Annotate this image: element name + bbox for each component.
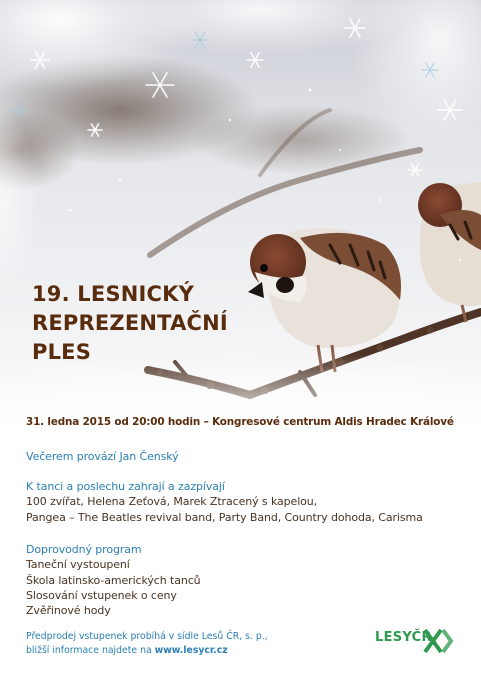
presale-info — [26, 630, 268, 658]
logo-wordmark: LESYČR — [375, 630, 432, 645]
presale-line-2 — [26, 644, 268, 658]
host-text: Večerem provází Jan Čenský — [26, 450, 179, 463]
host-section — [26, 449, 179, 464]
music-line-1: 100 zvířat, Helena Zeťová, Marek Ztracený s kapelou, — [26, 495, 318, 509]
program-item: Škola latinsko-amerických tanců — [26, 573, 201, 587]
music-line-2: Pangea – The Beatles revival band, Party Band, Country dohoda, Carisma — [26, 510, 423, 524]
presale-line-1: Předprodej vstupenek probíhá v sídle Lesů ČR, s. p., — [26, 631, 268, 642]
poster-title — [32, 280, 228, 367]
program-item: Taneční vystoupení — [26, 558, 130, 572]
title-line-2: REPREZENTAČNÍ — [32, 311, 228, 335]
website-link[interactable]: www.lesycr.cz — [154, 645, 228, 656]
program-item: Slosování vstupenek o ceny — [26, 588, 177, 602]
title-line-3: PLES — [32, 340, 92, 364]
program-section — [26, 542, 201, 618]
music-section — [26, 479, 423, 525]
event-date-venue: 31. ledna 2015 od 20:00 hodin – Kongresové centrum Aldis Hradec Králové — [26, 416, 454, 428]
title-line-1: 19. LESNICKÝ — [32, 282, 195, 306]
lesycr-tree-logo-icon — [423, 628, 455, 654]
program-item: Zvěřinové hody — [26, 604, 111, 618]
presale-line-2-prefix: bližší informace najdete na — [26, 645, 155, 656]
program-heading: Doprovodný program — [26, 543, 142, 556]
music-heading: K tanci a poslechu zahrají a zazpívají — [26, 480, 225, 493]
lesycr-logo — [375, 628, 465, 658]
